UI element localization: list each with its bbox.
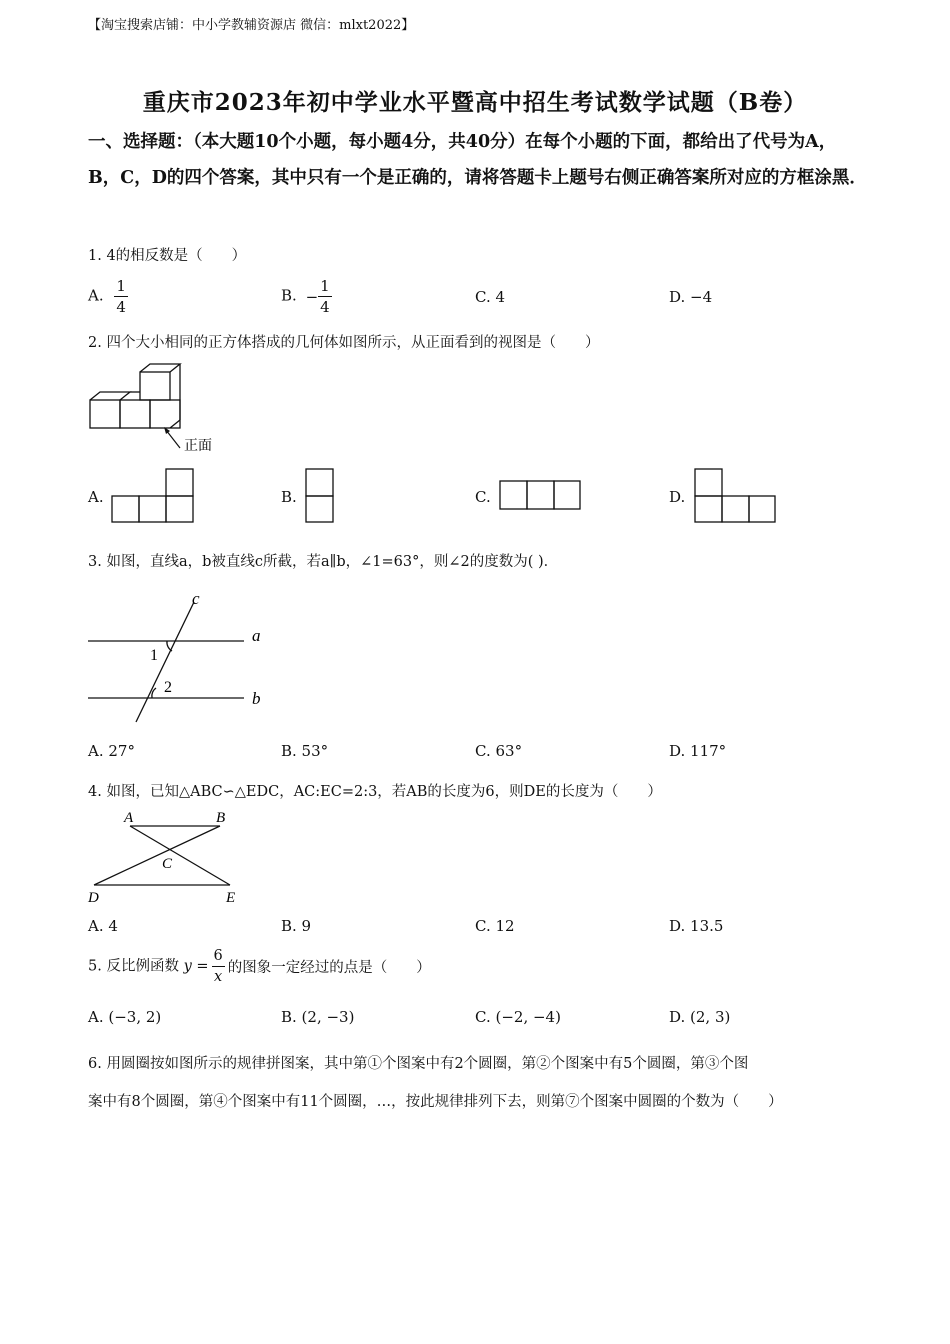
q2-a-label: A. [88, 488, 104, 506]
q3-label-angle2: 2 [164, 679, 172, 696]
q4-label-D: D [88, 890, 99, 906]
q2-b-label: B. [281, 488, 297, 506]
q1-b-den: 4 [320, 298, 330, 316]
q1-option-d: D. −4 [669, 288, 713, 306]
q3-option-b: B. 53° [281, 742, 329, 760]
q3-label-a: a [252, 626, 261, 645]
q1-option-c: C. 4 [475, 288, 506, 306]
q5-stem-post: 的图象一定经过的点是（ ） [227, 960, 431, 976]
q2-d-label: D. [669, 488, 686, 506]
q4-figure [84, 806, 254, 906]
q2-front-arrow [166, 430, 180, 448]
q6-line1: 6. 用圆圈按如图所示的规律拼图案，其中第①个图案中有2个圆圈，第②个图案中有5个圆圈，第③个图 [88, 1056, 749, 1072]
q4-option-c: C. 12 [475, 917, 515, 935]
q5-stem [88, 946, 431, 987]
q2-option-a-view [110, 466, 200, 526]
q5-option-c: C. (−2, −4) [475, 1008, 561, 1026]
q1-a-num: 1 [116, 277, 126, 295]
q5-option-b: B. (2, −3) [281, 1008, 355, 1026]
q2-option-c-view [497, 478, 587, 514]
q3-label-angle1: 1 [150, 647, 158, 664]
q1-a-den: 4 [116, 298, 126, 316]
q2-c-label: C. [475, 488, 491, 506]
q5-option-a: A. (−3, 2) [88, 1008, 162, 1026]
q4-label-E: E [226, 890, 236, 906]
q5-func-den: x [214, 969, 223, 985]
page-title: 重庆市2023年初中学业水平暨高中招生考试数学试题（B卷） [142, 89, 808, 116]
q5-option-d: D. (2, 3) [669, 1008, 731, 1026]
q1-a-label: A. [88, 286, 104, 305]
q1-b-label: B. [281, 286, 297, 305]
q2-solid-figure [84, 360, 234, 460]
q6-line2: 案中有8个圆圈，第④个图案中有11个圆圈，…，按此规律排列下去，则第⑦个图案中圆圈的个数为（ ） [88, 1094, 783, 1110]
q4-stem: 4. 如图，已知△ABC∽△EDC，AC:EC=2:3，若AB的长度为6，则DE的长度为（ ） [88, 784, 662, 800]
q4-option-d: D. 13.5 [669, 917, 724, 935]
q1-stem: 1. 4的相反数是（ ） [88, 248, 247, 264]
q2-option-d-view [692, 466, 782, 526]
q4-option-a: A. 4 [88, 917, 118, 935]
q1-option-a [88, 276, 128, 317]
q3-figure [84, 584, 284, 729]
q5-func-num: 6 [212, 946, 225, 967]
q4-option-b: B. 9 [281, 917, 312, 935]
section-instructions: 一、选择题：（本大题10个小题，每小题4分，共40分）在每个小题的下面，都给出了代号为A，B，C，D的四个答案，其中只有一个是正确的，请将答题卡上题号右侧正确答案所对应的方框涂黑． [88, 132, 867, 188]
q3-label-b: b [252, 689, 261, 708]
q3-line-c [136, 602, 194, 722]
q3-option-d: D. 117° [669, 742, 727, 760]
q4-label-A: A [124, 810, 134, 826]
q2-front-label: 正面 [184, 439, 212, 454]
page-header: 【淘宝搜索店铺：中小学教辅资源店 微信：mlxt2022】 [88, 18, 415, 33]
q1-b-sign: − [305, 287, 319, 306]
q5-func-lhs: y = [183, 958, 209, 975]
q4-label-C: C [162, 856, 173, 872]
q3-label-c: c [192, 589, 200, 608]
q2-stem: 2. 四个大小相同的正方体搭成的几何体如图所示，从正面看到的视图是（ ） [88, 335, 600, 351]
q3-option-c: C. 63° [475, 742, 523, 760]
q5-stem-pre: 5. 反比例函数 [88, 958, 179, 975]
q3-stem: 3. 如图，直线a，b被直线c所截，若a∥b，∠1=63°，则∠2的度数为( )． [88, 554, 559, 570]
q4-label-B: B [216, 810, 226, 826]
q2-option-b-view [304, 466, 338, 526]
q1-b-num: 1 [320, 277, 330, 295]
q3-option-a: A. 27° [88, 742, 135, 760]
q1-option-b [281, 276, 332, 317]
